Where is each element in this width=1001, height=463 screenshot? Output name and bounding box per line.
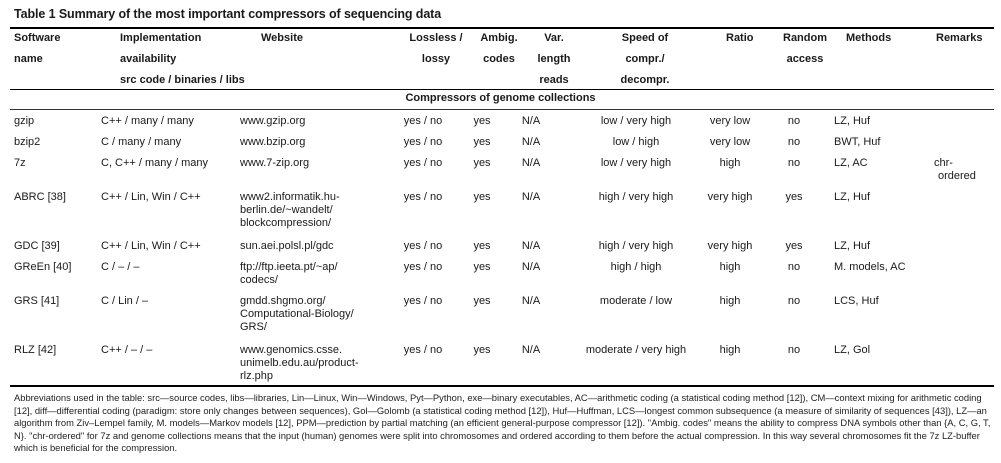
cell-impl: C / many / many xyxy=(101,136,182,148)
cell-ratio: very high xyxy=(707,240,753,252)
cell-line: www2.informatik.hu- xyxy=(240,191,340,203)
cell-ratio: high xyxy=(719,344,741,356)
header-line: availability xyxy=(120,53,177,65)
cell-varlen: N/A xyxy=(521,115,541,127)
header-line: Var. xyxy=(544,32,564,44)
header-line: access xyxy=(786,53,824,65)
cell-random: no xyxy=(787,115,801,127)
header-line: length xyxy=(537,53,571,65)
cell-lossless: yes / no xyxy=(403,261,443,273)
header-line: reads xyxy=(539,74,569,86)
cell-remarks xyxy=(934,157,996,183)
header-speed xyxy=(600,28,690,91)
cell-varlen: N/A xyxy=(521,261,541,273)
cell-speed: moderate / low xyxy=(599,295,673,307)
cell-name: ABRC [38] xyxy=(14,191,66,203)
cell-varlen: N/A xyxy=(521,136,541,148)
cell-methods: LZ, AC xyxy=(834,157,868,169)
cell-line: ordered xyxy=(938,170,976,182)
cell-impl: C++ / – / – xyxy=(101,344,153,356)
cell-ambig: yes xyxy=(473,295,491,307)
cell-website xyxy=(240,295,390,334)
table-caption: Table 1 Summary of the most important compressors of sequencing data xyxy=(14,7,442,21)
cell-name: GRS [41] xyxy=(14,295,60,307)
cell-line: rlz.php xyxy=(240,370,274,382)
section-rule xyxy=(10,109,994,110)
cell-speed: low / high xyxy=(612,136,660,148)
header-line: Lossless / xyxy=(409,32,463,44)
cell-random: no xyxy=(787,344,801,356)
cell-line: ftp://ftp.ieeta.pt/~ap/ xyxy=(240,261,338,273)
cell-line: chr- xyxy=(934,157,953,169)
cell-impl: C++ / many / many xyxy=(101,115,194,127)
cell-random: no xyxy=(787,261,801,273)
cell-varlen: N/A xyxy=(521,240,541,252)
cell-line: berlin.de/~wandelt/ xyxy=(240,204,333,216)
cell-name: bzip2 xyxy=(14,136,41,148)
cell-random: yes xyxy=(785,240,803,252)
cell-ambig: yes xyxy=(473,115,491,127)
cell-ambig: yes xyxy=(473,240,491,252)
cell-ambig: yes xyxy=(473,157,491,169)
cell-lossless: yes / no xyxy=(403,157,443,169)
header-software xyxy=(14,28,60,70)
cell-name: GDC [39] xyxy=(14,240,60,252)
cell-ratio: very low xyxy=(709,136,751,148)
cell-methods: LCS, Huf xyxy=(834,295,879,307)
cell-ratio: high xyxy=(719,157,741,169)
cell-impl: C / – / – xyxy=(101,261,140,273)
header-line: Software xyxy=(14,32,61,44)
cell-speed: low / very high xyxy=(600,115,672,127)
header-ratio xyxy=(726,28,754,49)
cell-impl: C++ / Lin, Win / C++ xyxy=(101,240,201,252)
header-rule xyxy=(10,89,994,90)
cell-ambig: yes xyxy=(473,261,491,273)
cell-line: codecs/ xyxy=(240,274,278,286)
cell-speed: moderate / very high xyxy=(585,344,687,356)
cell-lossless: yes / no xyxy=(403,115,443,127)
cell-ratio: very low xyxy=(709,115,751,127)
bottom-rule xyxy=(10,385,994,387)
cell-ambig: yes xyxy=(473,136,491,148)
cell-speed: high / very high xyxy=(598,240,674,252)
cell-website xyxy=(240,191,390,230)
cell-random: no xyxy=(787,136,801,148)
cell-methods: LZ, Huf xyxy=(834,115,871,127)
cell-line: www.genomics.csse. xyxy=(240,344,343,356)
cell-methods: M. models, AC xyxy=(834,261,906,273)
header-line: Ratio xyxy=(726,32,754,44)
cell-name: gzip xyxy=(14,115,35,127)
cell-name: RLZ [42] xyxy=(14,344,57,356)
header-line: Implementation xyxy=(120,32,202,44)
cell-website xyxy=(240,344,390,383)
cell-methods: LZ, Huf xyxy=(834,240,871,252)
header-line: compr./ xyxy=(625,53,665,65)
cell-varlen: N/A xyxy=(521,157,541,169)
cell-lossless: yes / no xyxy=(403,191,443,203)
cell-varlen: N/A xyxy=(521,344,541,356)
cell-impl: C / Lin / – xyxy=(101,295,149,307)
cell-line: GRS/ xyxy=(240,321,267,333)
cell-ambig: yes xyxy=(473,344,491,356)
cell-lossless: yes / no xyxy=(403,295,443,307)
header-implementation xyxy=(120,28,245,91)
header-line: Methods xyxy=(846,32,892,44)
cell-lossless: yes / no xyxy=(403,136,443,148)
cell-random: no xyxy=(787,295,801,307)
cell-ratio: high xyxy=(719,295,741,307)
cell-website: www.bzip.org xyxy=(240,136,306,148)
header-line: decompr. xyxy=(620,74,670,86)
header-line: Ambig. xyxy=(480,32,518,44)
header-website xyxy=(261,28,303,49)
header-ambig xyxy=(476,28,522,70)
cell-line: gmdd.shgmo.org/ xyxy=(240,295,326,307)
cell-lossless: yes / no xyxy=(403,240,443,252)
header-varlen xyxy=(530,28,578,91)
section-title: Compressors of genome collections xyxy=(405,92,596,104)
cell-methods: LZ, Huf xyxy=(834,191,871,203)
cell-impl: C, C++ / many / many xyxy=(101,157,208,169)
header-line: Random xyxy=(783,32,827,44)
cell-varlen: N/A xyxy=(521,295,541,307)
header-line: src code / binaries / libs xyxy=(120,74,245,86)
cell-line: unimelb.edu.au/product- xyxy=(240,357,359,369)
cell-name: 7z xyxy=(14,157,26,169)
table-footnote: Abbreviations used in the table: src—source codes, libs—libraries, Lin—Linux, Win—Windows, Pyt—Python, exe—binary executables, AC—arithmetic coding (a statistical coding method [12]), CM—context mixing for arithmetic coding [12], diff—differential coding (paradigm: store only changes between sequences), Gol—Golomb (a statistical coding method [12]), Huf—Huffman, LCS—longest common subsequence (a measure of similarity of sequences [43]), LZ—an algorithm from Ziv–Lempel family, M. models—Markov models [12], PPM—prediction by partial matching (an efficient general-purpose compressor [12]). "Ambig. codes" means the ability to compress DNA symbols other than {A, C, G, T, N}. "chr-ordered" for 7z and genome collections means that the input (human) genomes were split into chromosomes and ordered according to them before the actual compression. In this way several chromosomes fit the 7z LZ-buffer which is beneficial for the compression. xyxy=(14,392,991,453)
cell-random: no xyxy=(787,157,801,169)
cell-line: Computational-Biology/ xyxy=(240,308,354,320)
cell-impl: C++ / Lin, Win / C++ xyxy=(101,191,201,203)
header-methods xyxy=(846,28,891,49)
header-line: codes xyxy=(483,53,515,65)
header-line: Remarks xyxy=(936,32,983,44)
cell-website: sun.aei.polsl.pl/gdc xyxy=(240,240,334,252)
header-random xyxy=(779,28,831,70)
header-line: lossy xyxy=(421,53,451,65)
cell-lossless: yes / no xyxy=(403,344,443,356)
cell-ratio: very high xyxy=(707,191,753,203)
header-line: Speed of xyxy=(621,32,669,44)
cell-speed: high / high xyxy=(610,261,662,273)
header-lossless xyxy=(404,28,468,70)
cell-ratio: high xyxy=(719,261,741,273)
cell-varlen: N/A xyxy=(521,191,541,203)
cell-speed: high / very high xyxy=(598,191,674,203)
cell-speed: low / very high xyxy=(600,157,672,169)
header-line: Website xyxy=(261,32,303,44)
cell-line: blockcompression/ xyxy=(240,217,332,229)
header-line: name xyxy=(14,53,43,65)
cell-methods: BWT, Huf xyxy=(834,136,881,148)
cell-name: GReEn [40] xyxy=(14,261,72,273)
cell-website: www.gzip.org xyxy=(240,115,306,127)
cell-website xyxy=(240,261,390,287)
cell-methods: LZ, Gol xyxy=(834,344,871,356)
header-remarks xyxy=(936,28,982,49)
cell-website: www.7-zip.org xyxy=(240,157,310,169)
cell-random: yes xyxy=(785,191,803,203)
cell-ambig: yes xyxy=(473,191,491,203)
